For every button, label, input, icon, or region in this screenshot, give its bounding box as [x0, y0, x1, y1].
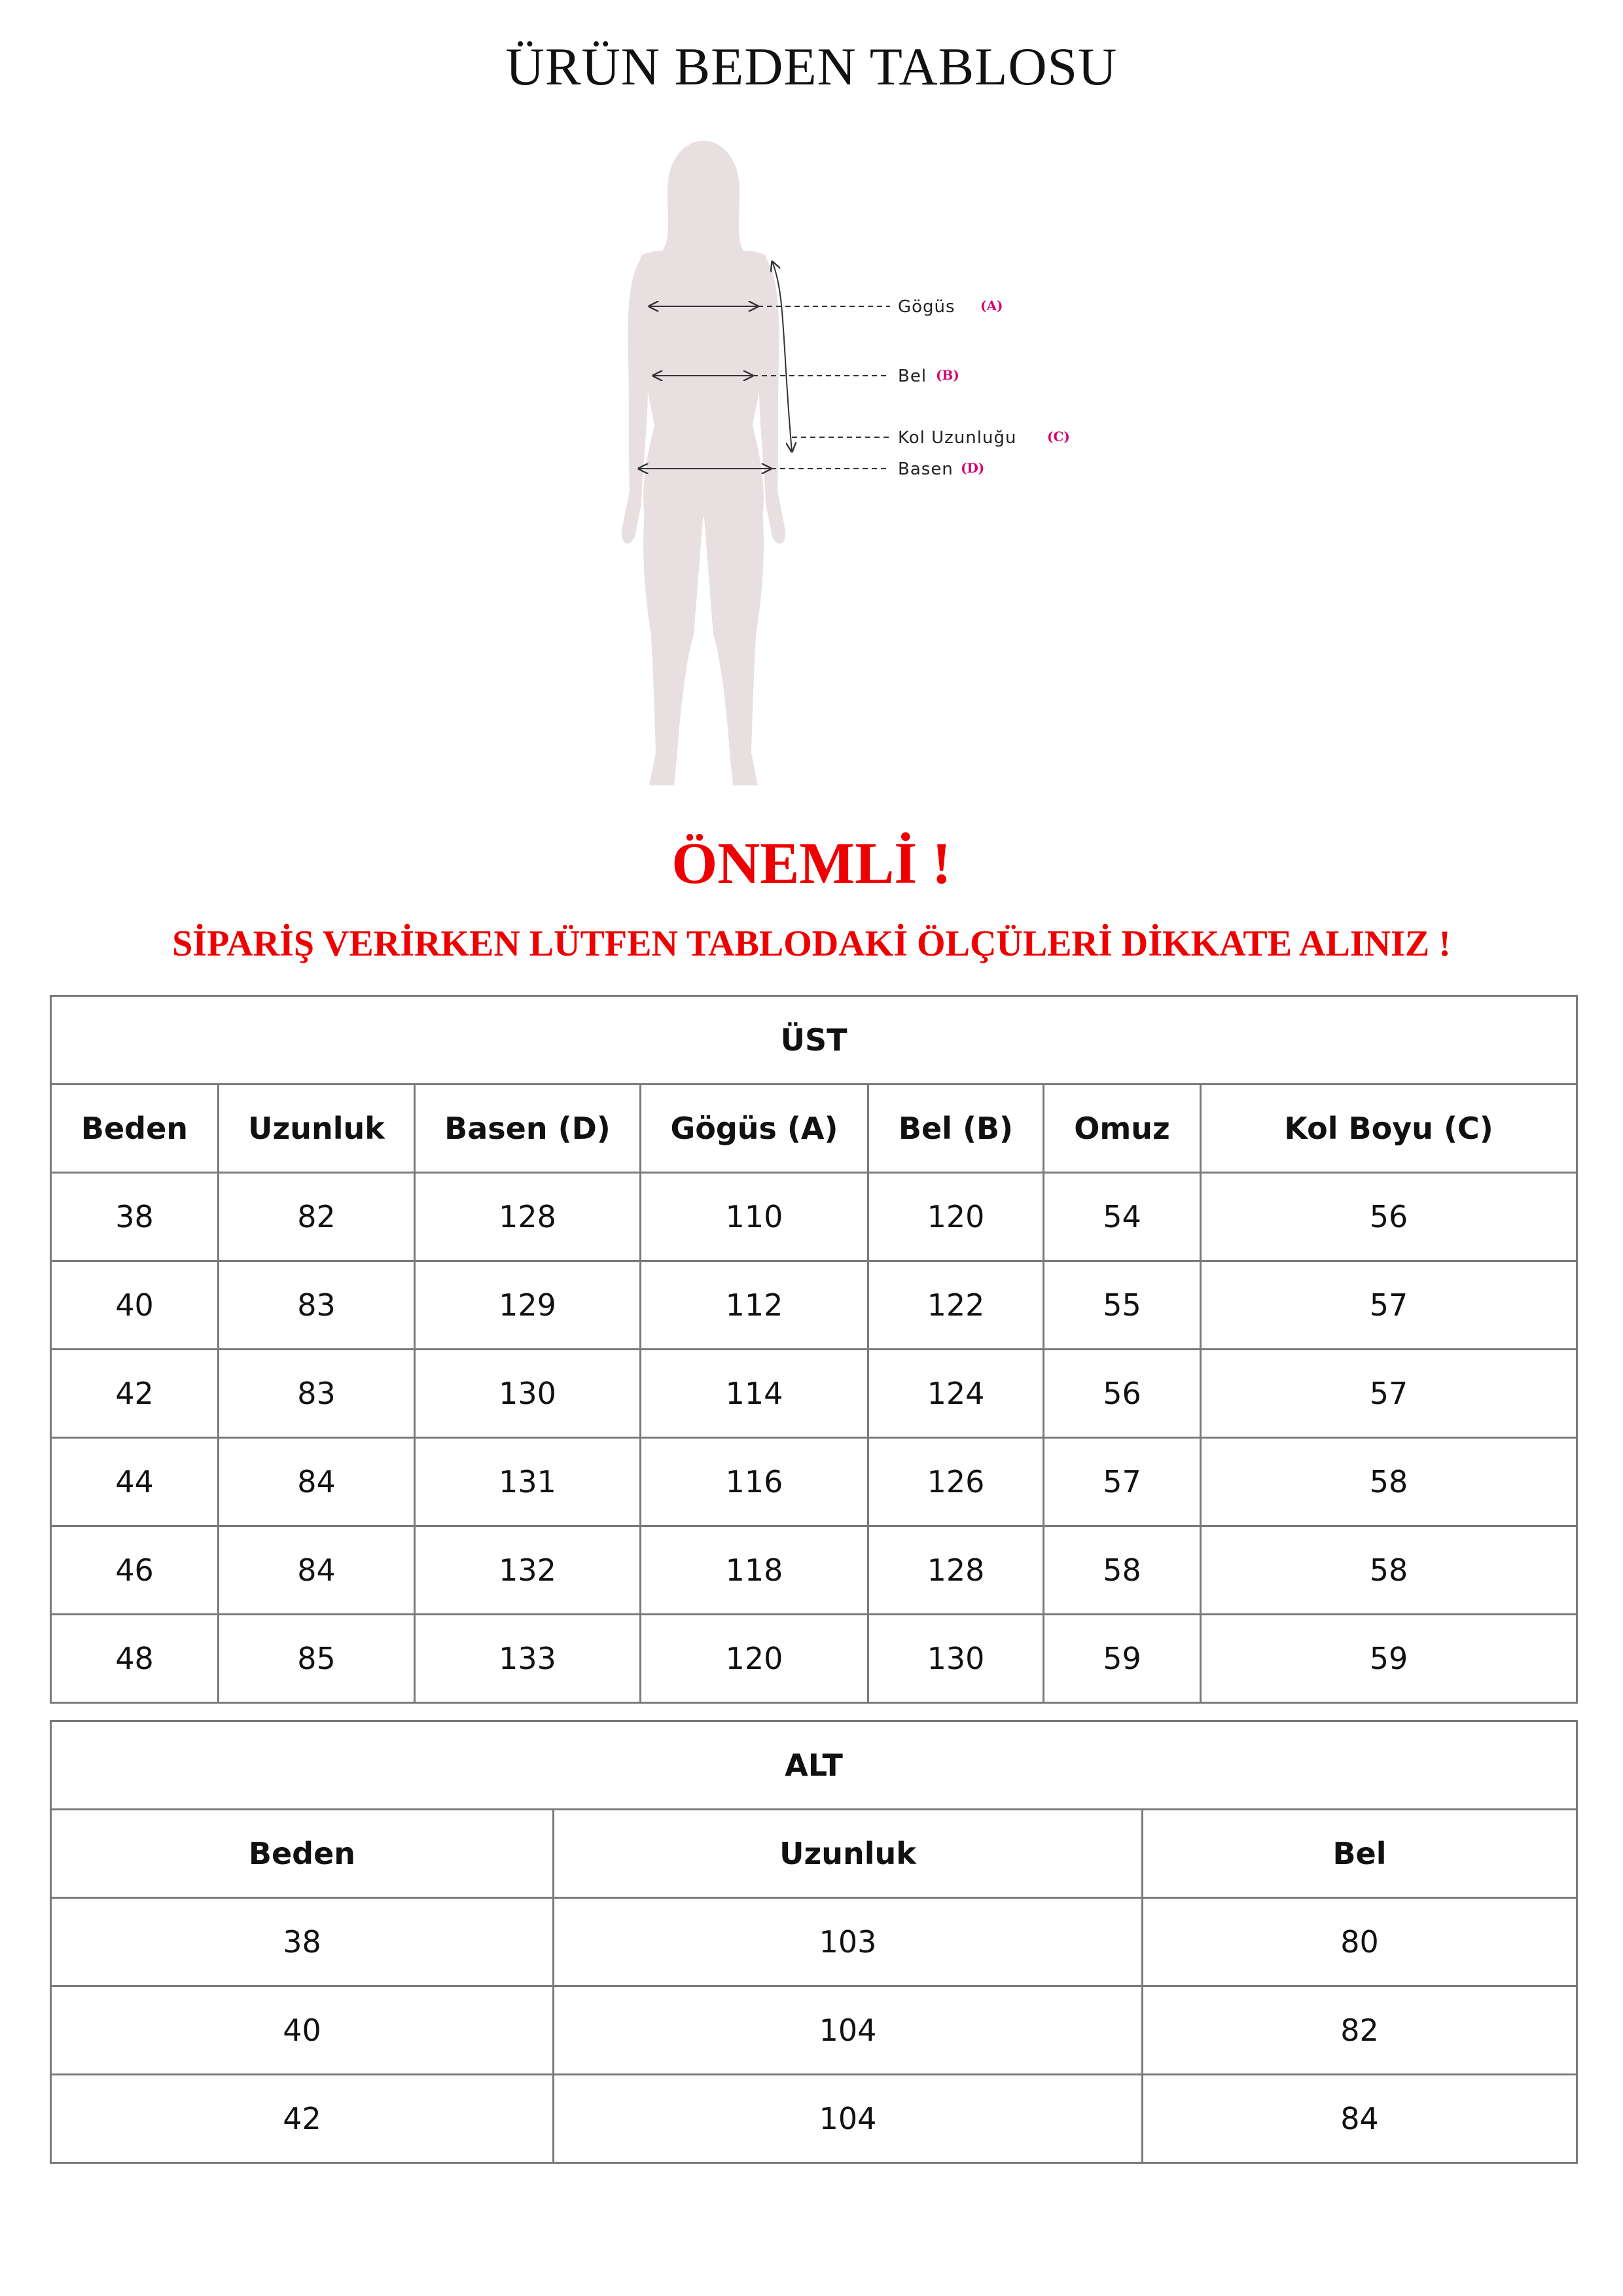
top-size-table	[50, 995, 1578, 1704]
bottom-table-body	[51, 1898, 1577, 2163]
column-header: Uzunluk	[554, 1810, 1143, 1898]
column-header: Uzunluk	[219, 1085, 415, 1173]
column-header-row	[51, 1810, 1577, 1898]
label-basen: Basen	[898, 459, 954, 479]
table-cell: 82	[219, 1173, 415, 1261]
table-cell: 122	[868, 1261, 1044, 1350]
table-cell: 57	[1201, 1261, 1577, 1350]
body-measurement-figure	[576, 124, 1099, 805]
letter-a: (A)	[980, 298, 1003, 314]
letter-b: (B)	[936, 367, 959, 383]
table-cell: 133	[415, 1615, 641, 1703]
table-row	[51, 1261, 1577, 1350]
warning-subtitle: SİPARİŞ VERİRKEN LÜTFEN TABLODAKİ ÖLÇÜLERİ DİKKATE ALINIZ !	[172, 924, 1451, 964]
table-cell: 38	[51, 1898, 554, 1986]
table-cell: 124	[868, 1350, 1044, 1438]
table-row	[51, 1615, 1577, 1703]
table-cell: 104	[554, 2075, 1143, 2163]
table-cell: 84	[219, 1438, 415, 1526]
table-cell: 59	[1201, 1615, 1577, 1703]
table-cell: 59	[1044, 1615, 1201, 1703]
table-cell: 120	[641, 1615, 868, 1703]
table-cell: 58	[1201, 1438, 1577, 1526]
table-row	[51, 1986, 1577, 2075]
bottom-size-table	[50, 1720, 1578, 2164]
top-table-body	[51, 1173, 1577, 1703]
woman-silhouette-illustration	[576, 124, 1099, 805]
letter-c: (C)	[1047, 429, 1070, 444]
table-row	[51, 1526, 1577, 1615]
table-row	[51, 1898, 1577, 1986]
section-header-row	[51, 996, 1577, 1085]
table-cell: 130	[415, 1350, 641, 1438]
table-cell: 129	[415, 1261, 641, 1350]
table-cell: 57	[1044, 1438, 1201, 1526]
column-header: Basen (D)	[415, 1085, 641, 1173]
table-row	[51, 1173, 1577, 1261]
label-bel: Bel	[898, 367, 927, 386]
table-cell: 128	[868, 1526, 1044, 1615]
table-cell: 120	[868, 1173, 1044, 1261]
section-title-ust: ÜST	[51, 996, 1577, 1085]
table-cell: 103	[554, 1898, 1143, 1986]
table-row	[51, 1350, 1577, 1438]
table-cell: 40	[51, 1986, 554, 2075]
table-cell: 56	[1044, 1350, 1201, 1438]
table-cell: 126	[868, 1438, 1044, 1526]
column-header: Gögüs (A)	[641, 1085, 868, 1173]
table-cell: 84	[219, 1526, 415, 1615]
table-cell: 80	[1143, 1898, 1577, 1986]
table-cell: 84	[1143, 2075, 1577, 2163]
table-cell: 57	[1201, 1350, 1577, 1438]
table-cell: 44	[51, 1438, 219, 1526]
column-header: Kol Boyu (C)	[1201, 1085, 1577, 1173]
table-cell: 131	[415, 1438, 641, 1526]
warning-title: ÖNEMLİ !	[671, 831, 952, 896]
column-header: Bel	[1143, 1810, 1577, 1898]
measurement-labels	[898, 297, 1070, 479]
table-cell: 58	[1044, 1526, 1201, 1615]
letter-d: (D)	[961, 460, 985, 476]
table-cell: 38	[51, 1173, 219, 1261]
table-cell: 42	[51, 1350, 219, 1438]
column-header: Bel (B)	[868, 1085, 1044, 1173]
table-cell: 104	[554, 1986, 1143, 2075]
silhouette	[622, 141, 785, 785]
column-header: Beden	[51, 1085, 219, 1173]
table-cell: 130	[868, 1615, 1044, 1703]
table-row	[51, 2075, 1577, 2163]
table-cell: 83	[219, 1261, 415, 1350]
label-gogus: Gögüs	[898, 297, 955, 317]
table-cell: 114	[641, 1350, 868, 1438]
table-cell: 132	[415, 1526, 641, 1615]
table-cell: 110	[641, 1173, 868, 1261]
table-cell: 56	[1201, 1173, 1577, 1261]
table-cell: 55	[1044, 1261, 1201, 1350]
table-cell: 118	[641, 1526, 868, 1615]
column-header: Omuz	[1044, 1085, 1201, 1173]
table-cell: 116	[641, 1438, 868, 1526]
table-cell: 128	[415, 1173, 641, 1261]
column-header: Beden	[51, 1810, 554, 1898]
column-header-row	[51, 1085, 1577, 1173]
table-cell: 83	[219, 1350, 415, 1438]
table-cell: 48	[51, 1615, 219, 1703]
table-cell: 46	[51, 1526, 219, 1615]
table-row	[51, 1438, 1577, 1526]
table-cell: 58	[1201, 1526, 1577, 1615]
section-title-alt: ALT	[51, 1721, 1577, 1810]
table-cell: 40	[51, 1261, 219, 1350]
section-header-row	[51, 1721, 1577, 1810]
label-kol-uzunlugu: Kol Uzunluğu	[898, 428, 1017, 448]
table-cell: 112	[641, 1261, 868, 1350]
table-cell: 42	[51, 2075, 554, 2163]
table-cell: 54	[1044, 1173, 1201, 1261]
table-cell: 85	[219, 1615, 415, 1703]
table-cell: 82	[1143, 1986, 1577, 2075]
page-title: ÜRÜN BEDEN TABLOSU	[505, 37, 1118, 96]
